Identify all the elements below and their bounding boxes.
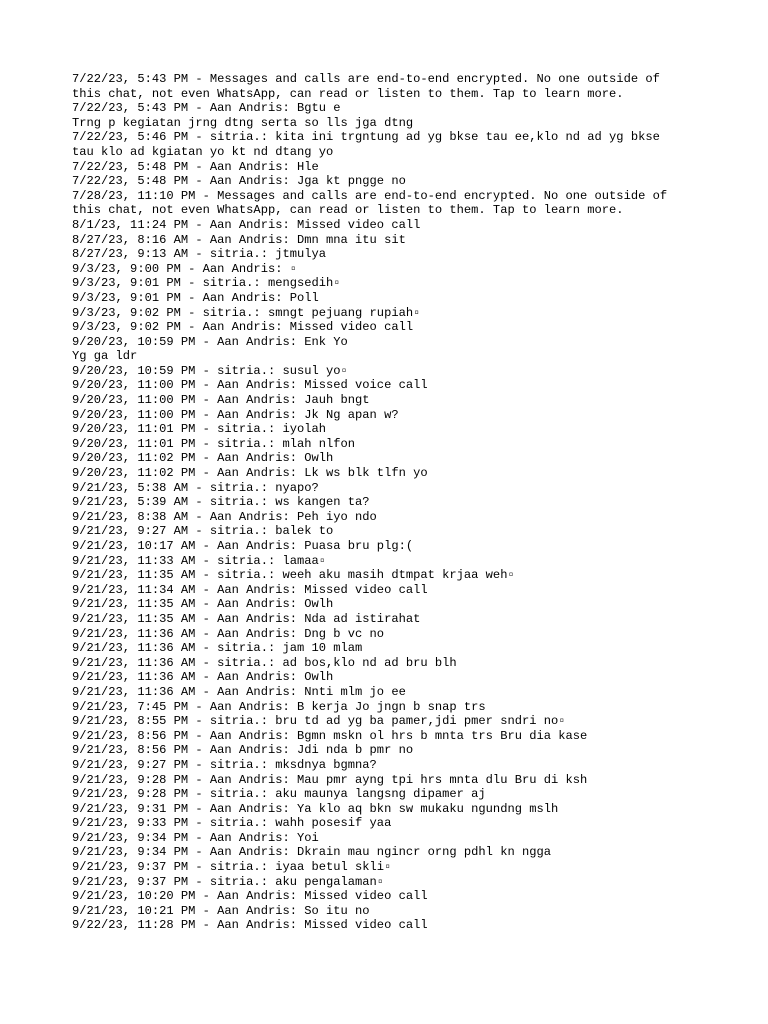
document-page <box>72 72 696 933</box>
chat-log-line: 9/21/23, 9:28 PM - sitria.: aku maunya langsng dipamer aj <box>72 787 486 802</box>
chat-log-line: Yg ga ldr <box>72 349 138 364</box>
chat-log-line: 9/21/23, 7:45 PM - Aan Andris: B kerja Jo jngn b snap trs <box>72 699 486 714</box>
chat-log-line: 7/22/23, 5:48 PM - Aan Andris: Hle <box>72 159 319 174</box>
chat-log-line: 9/22/23, 11:28 PM - Aan Andris: Missed video call <box>72 918 428 933</box>
chat-log-line: 9/21/23, 10:20 PM - Aan Andris: Missed video call <box>72 889 428 904</box>
chat-log-line: 9/21/23, 5:39 AM - sitria.: ws kangen ta? <box>72 495 370 510</box>
chat-log-line: 9/21/23, 8:56 PM - Aan Andris: Bgmn mskn ol hrs b mnta trs Bru dia kase <box>72 728 588 743</box>
chat-log-line: 8/27/23, 9:13 AM - sitria.: jtmulya <box>72 247 327 262</box>
chat-log-line: 9/21/23, 9:34 PM - Aan Andris: Yoi <box>72 830 319 845</box>
chat-log-line: 9/21/23, 11:35 AM - Aan Andris: Nda ad istirahat <box>72 611 421 626</box>
chat-log-line: 9/20/23, 11:02 PM - Aan Andris: Lk ws blk tlfn yo <box>72 466 428 481</box>
chat-log-line: 9/21/23, 11:34 AM - Aan Andris: Missed video call <box>72 582 428 597</box>
chat-log-line: 9/20/23, 11:02 PM - Aan Andris: Owlh <box>72 451 334 466</box>
chat-log-line: 9/21/23, 11:33 AM - sitria.: lamaa▫ <box>72 553 327 568</box>
chat-log-line: 7/22/23, 5:48 PM - Aan Andris: Jga kt pngge no <box>72 174 406 189</box>
chat-log-line: 9/21/23, 11:36 AM - sitria.: ad bos,klo nd ad bru blh <box>72 655 457 670</box>
chat-log-line: 9/20/23, 11:00 PM - Aan Andris: Jk Ng apan w? <box>72 407 399 422</box>
chat-log-line: this chat, not even WhatsApp, can read or listen to them. Tap to learn more. <box>72 203 624 218</box>
chat-log-line: 7/22/23, 5:46 PM - sitria.: kita ini trgntung ad yg bkse tau ee,klo nd ad yg bkse <box>72 130 660 145</box>
chat-log-line: 9/21/23, 8:56 PM - Aan Andris: Jdi nda b pmr no <box>72 743 414 758</box>
chat-log-line: 9/21/23, 11:36 AM - Aan Andris: Owlh <box>72 670 334 685</box>
chat-log-line: 9/21/23, 5:38 AM - sitria.: nyapo? <box>72 480 319 495</box>
chat-log-line: 9/21/23, 11:36 AM - Aan Andris: Nnti mlm jo ee <box>72 684 406 699</box>
chat-log-line: 9/20/23, 11:00 PM - Aan Andris: Missed voice call <box>72 378 428 393</box>
chat-log-line: 9/21/23, 9:34 PM - Aan Andris: Dkrain mau ngincr orng pdhl kn ngga <box>72 845 551 860</box>
chat-log-line: 9/21/23, 9:27 PM - sitria.: mksdnya bgmna? <box>72 757 377 772</box>
chat-log-line: 9/21/23, 9:31 PM - Aan Andris: Ya klo aq bkn sw mukaku ngundng mslh <box>72 801 559 816</box>
chat-log-line: 9/3/23, 9:02 PM - sitria.: smngt pejuang rupiah▫ <box>72 305 421 320</box>
chat-log-line: 9/21/23, 9:37 PM - sitria.: iyaa betul skli▫ <box>72 860 392 875</box>
chat-log-line: 9/20/23, 11:00 PM - Aan Andris: Jauh bngt <box>72 393 370 408</box>
chat-log-line: 7/28/23, 11:10 PM - Messages and calls are end-to-end encrypted. No one outside of <box>72 188 668 203</box>
chat-log-line: 8/1/23, 11:24 PM - Aan Andris: Missed video call <box>72 217 421 232</box>
chat-log-line: 9/20/23, 11:01 PM - sitria.: iyolah <box>72 422 327 437</box>
chat-log-line: 7/22/23, 5:43 PM - Messages and calls are end-to-end encrypted. No one outside of <box>72 72 660 86</box>
chat-log-line: 9/21/23, 11:35 AM - sitria.: weeh aku masih dtmpat krjaa weh▫ <box>72 568 515 583</box>
chat-log-line: 9/21/23, 11:35 AM - Aan Andris: Owlh <box>72 597 334 612</box>
chat-log-line: 9/21/23, 9:33 PM - sitria.: wahh posesif yaa <box>72 816 392 831</box>
chat-log-line: 9/21/23, 9:37 PM - sitria.: aku pengalaman▫ <box>72 874 385 889</box>
chat-log-line: 9/3/23, 9:00 PM - Aan Andris: ▫ <box>72 261 297 276</box>
chat-log-line: 9/3/23, 9:01 PM - Aan Andris: Poll <box>72 290 319 305</box>
chat-log-line: 9/21/23, 10:17 AM - Aan Andris: Puasa bru plg:( <box>72 539 414 553</box>
chat-log-line: 9/3/23, 9:01 PM - sitria.: mengsedih▫ <box>72 276 341 291</box>
chat-log-line: Trng p kegiatan jrng dtng serta so lls jga dtng <box>72 115 414 130</box>
chat-log-line: 9/3/23, 9:02 PM - Aan Andris: Missed video call <box>72 320 414 335</box>
chat-log-line: 9/20/23, 10:59 PM - Aan Andris: Enk Yo <box>72 334 348 349</box>
chat-log-line: 9/21/23, 11:36 AM - sitria.: jam 10 mlam <box>72 641 363 656</box>
chat-log-line: 9/21/23, 10:21 PM - Aan Andris: So itu no <box>72 903 370 918</box>
chat-log-line: 8/27/23, 8:16 AM - Aan Andris: Dmn mna itu sit <box>72 232 406 247</box>
chat-log-line: 9/21/23, 8:38 AM - Aan Andris: Peh iyo ndo <box>72 509 377 524</box>
chat-log-line: 9/21/23, 9:28 PM - Aan Andris: Mau pmr ayng tpi hrs mnta dlu Bru di ksh <box>72 772 588 787</box>
chat-log-line: 7/22/23, 5:43 PM - Aan Andris: Bgtu e <box>72 101 341 116</box>
chat-log-line: 9/20/23, 11:01 PM - sitria.: mlah nlfon <box>72 436 356 451</box>
chat-log-line: 9/21/23, 11:36 AM - Aan Andris: Dng b vc no <box>72 626 385 641</box>
chat-log-line: 9/20/23, 10:59 PM - sitria.: susul yo▫ <box>72 363 348 378</box>
chat-log-line: this chat, not even WhatsApp, can read or listen to them. Tap to learn more. <box>72 86 624 101</box>
chat-log-line: tau klo ad kgiatan yo kt nd dtang yo <box>72 144 334 159</box>
chat-log-line: 9/21/23, 8:55 PM - sitria.: bru td ad yg ba pamer,jdi pmer sndri no▫ <box>72 714 566 729</box>
chat-log-line: 9/21/23, 9:27 AM - sitria.: balek to <box>72 524 334 539</box>
